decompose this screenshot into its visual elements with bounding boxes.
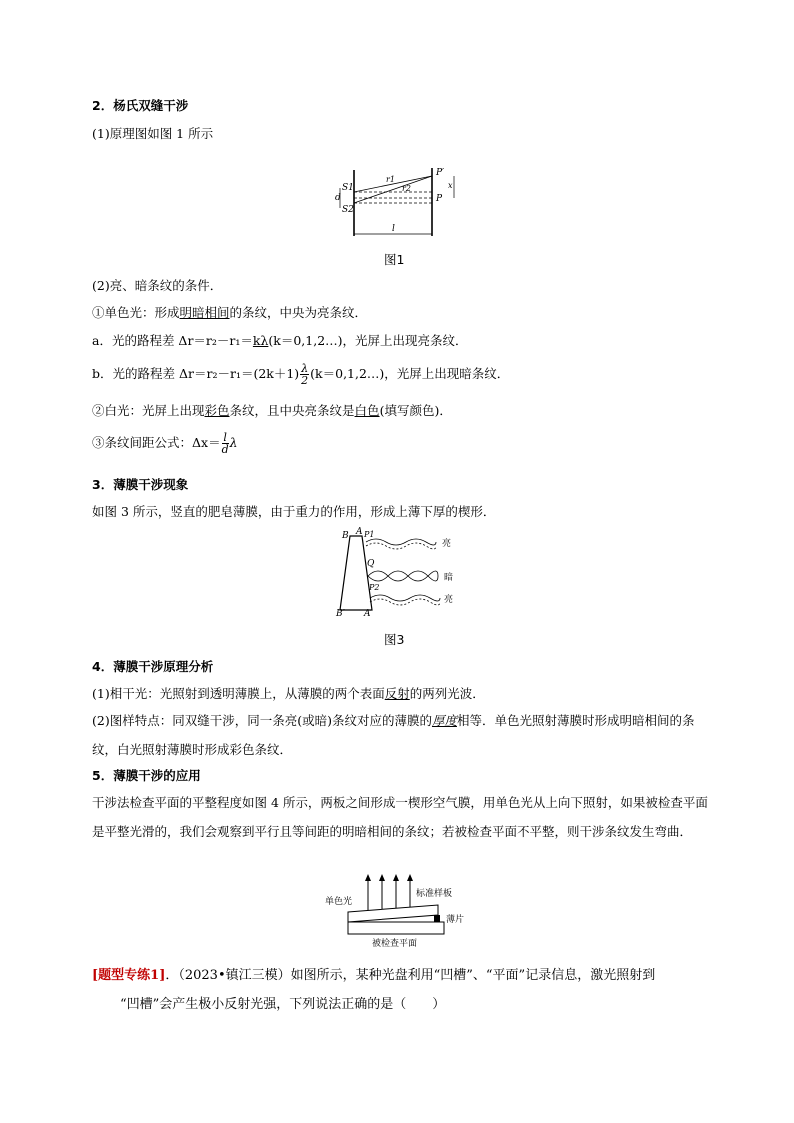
- coherent-light-pre: (1)相干光：光照射到透明薄膜上，从薄膜的两个表面: [92, 686, 385, 701]
- figure-1-double-slit-diagram: [330, 168, 470, 243]
- pattern-features-post: 相等．单色光照射薄膜时形成明暗相间的条纹，白光照射薄膜时形成彩色条纹．: [92, 713, 695, 757]
- arrowhead-2: [379, 874, 385, 881]
- figure-3-caption: 图3: [384, 632, 405, 647]
- label-checked-plane: 被检查平面: [372, 939, 418, 949]
- mono-light-text-pre: ①单色光：形成: [92, 305, 180, 320]
- figure-3-soap-film-diagram: [330, 528, 470, 620]
- mono-light-text-post: 的条纹，中央为亮条纹．: [229, 305, 368, 320]
- label-r1: r1: [386, 175, 395, 184]
- coherent-light-answer: 反射: [384, 686, 410, 701]
- spacing-formula-pre: ③条纹间距公式：Δx＝: [92, 435, 221, 450]
- section-2-white-light: [92, 402, 452, 420]
- white-light-answer-1: 彩色: [204, 403, 230, 418]
- label-s1: S1: [342, 183, 354, 193]
- section-2-mono-light: [92, 304, 367, 322]
- pattern-features-pre: (2)图样特点：同双缝干涉，同一条亮(或暗)条纹对应的薄膜的: [92, 713, 432, 728]
- section-3-intro: 如图 3 所示，竖直的肥皂薄膜，由于重力的作用，形成上薄下厚的楔形．: [92, 504, 496, 519]
- checked-plane-block: [348, 922, 444, 934]
- fraction-l-over-d: [222, 432, 229, 455]
- label-p-prime: P′: [436, 168, 445, 178]
- label-b: B: [342, 531, 349, 541]
- pattern-features-answer: 厚度: [431, 713, 457, 728]
- label-b-prime: B′: [336, 609, 345, 619]
- white-light-answer-2: 白色: [354, 403, 380, 418]
- fraction-lambda-over-2: [300, 363, 309, 386]
- section-4-heading: 4．薄膜干涉原理分析: [92, 659, 214, 674]
- exercise-line-2: “凹槽”会产生极小反射光强，下列说法正确的是（ ）: [120, 997, 446, 1012]
- arrowhead-3: [393, 874, 399, 881]
- section-3-heading: 3．薄膜干涉现象: [92, 477, 189, 492]
- exercise-tag: [题型专练1]: [92, 968, 166, 983]
- section-2-conditions: (2)亮、暗条纹的条件．: [92, 278, 223, 293]
- wave-bright-top-1: [366, 539, 436, 545]
- section-2-bright-condition: [92, 332, 468, 350]
- label-a: A: [356, 527, 363, 537]
- spacing-formula-lambda: λ: [229, 435, 238, 450]
- label-dark: 暗: [444, 573, 454, 583]
- white-light-pre: ②白光：光屏上出现: [92, 403, 205, 418]
- section-4-pattern-features: [92, 706, 708, 764]
- section-2-spacing-formula: [92, 428, 238, 458]
- coherent-light-post: 的两列光波．: [409, 686, 485, 701]
- label-s2: S2: [342, 205, 354, 215]
- fraction-numerator: l: [223, 431, 227, 444]
- label-p1: P1: [364, 530, 375, 539]
- section-4-coherent-light: [92, 685, 485, 703]
- bright-condition-post: (k＝0,1,2…)，光屏上出现亮条纹．: [268, 333, 468, 348]
- fraction-denominator: d: [221, 443, 229, 456]
- fraction-denominator: 2: [301, 374, 309, 387]
- label-d: d: [335, 193, 341, 203]
- standard-plate: [348, 905, 438, 922]
- section-5-description: 干涉法检查平面的平整程度如图 4 所示，两板之间形成一楔形空气膜，用单色光从上向下照射，如果被检查平面是平整光滑的，我们会观察到平行且等间距的明暗相间的条纹；若被检查平面不平整，则干涉条纹发生弯曲．: [92, 795, 708, 839]
- label-x: x: [448, 181, 453, 190]
- section-2-dark-condition: [92, 359, 509, 389]
- white-light-post: (填写颜色)．: [379, 403, 452, 418]
- label-mono-light: 单色光: [325, 897, 353, 907]
- fraction-numerator: λ: [301, 362, 309, 375]
- arrowhead-4: [407, 874, 413, 881]
- bright-condition-pre: a．光的路程差 Δr＝r₂－r₁＝: [92, 333, 253, 348]
- thin-sheet: [434, 915, 440, 922]
- label-p: P: [436, 194, 443, 204]
- wedge-film: [340, 536, 372, 610]
- figure-4-flatness-test-diagram: [320, 872, 470, 950]
- arrowhead-1: [365, 874, 371, 881]
- label-thin-sheet: 薄片: [446, 915, 465, 925]
- label-r2: r2: [402, 184, 411, 193]
- label-q: Q: [367, 559, 375, 569]
- section-5-heading: 5．薄膜干涉的应用: [92, 768, 201, 783]
- figure-1-caption: 图1: [384, 252, 405, 267]
- exercise-text-1: ．（2023•镇江三模）如图所示，某种光盘利用“凹槽”、“平面”记录信息，激光照射到: [165, 968, 656, 983]
- wave-bright-bottom-1: [370, 595, 440, 601]
- label-bright-top: 亮: [442, 539, 452, 549]
- label-l: l: [392, 224, 395, 234]
- dark-condition-post: (k＝0,1,2…)，光屏上出现暗条纹．: [310, 366, 510, 381]
- mono-light-answer: 明暗相间: [179, 305, 230, 320]
- label-standard-plate: 标准样板: [416, 889, 453, 899]
- label-bright-bottom: 亮: [444, 595, 454, 605]
- label-p2: P2: [369, 583, 380, 592]
- label-a-prime: A′: [364, 609, 373, 619]
- bright-condition-answer: kλ: [252, 333, 269, 348]
- section-2-intro: (1)原理图如图 1 所示: [92, 126, 214, 141]
- section-2-heading: 2．杨氏双缝干涉: [92, 98, 189, 113]
- dark-condition-pre: b．光的路程差 Δr＝r₂－r₁＝(2k＋1): [92, 366, 300, 381]
- white-light-mid: 条纹，且中央亮条纹是: [229, 403, 355, 418]
- exercise-line-1: [92, 967, 655, 985]
